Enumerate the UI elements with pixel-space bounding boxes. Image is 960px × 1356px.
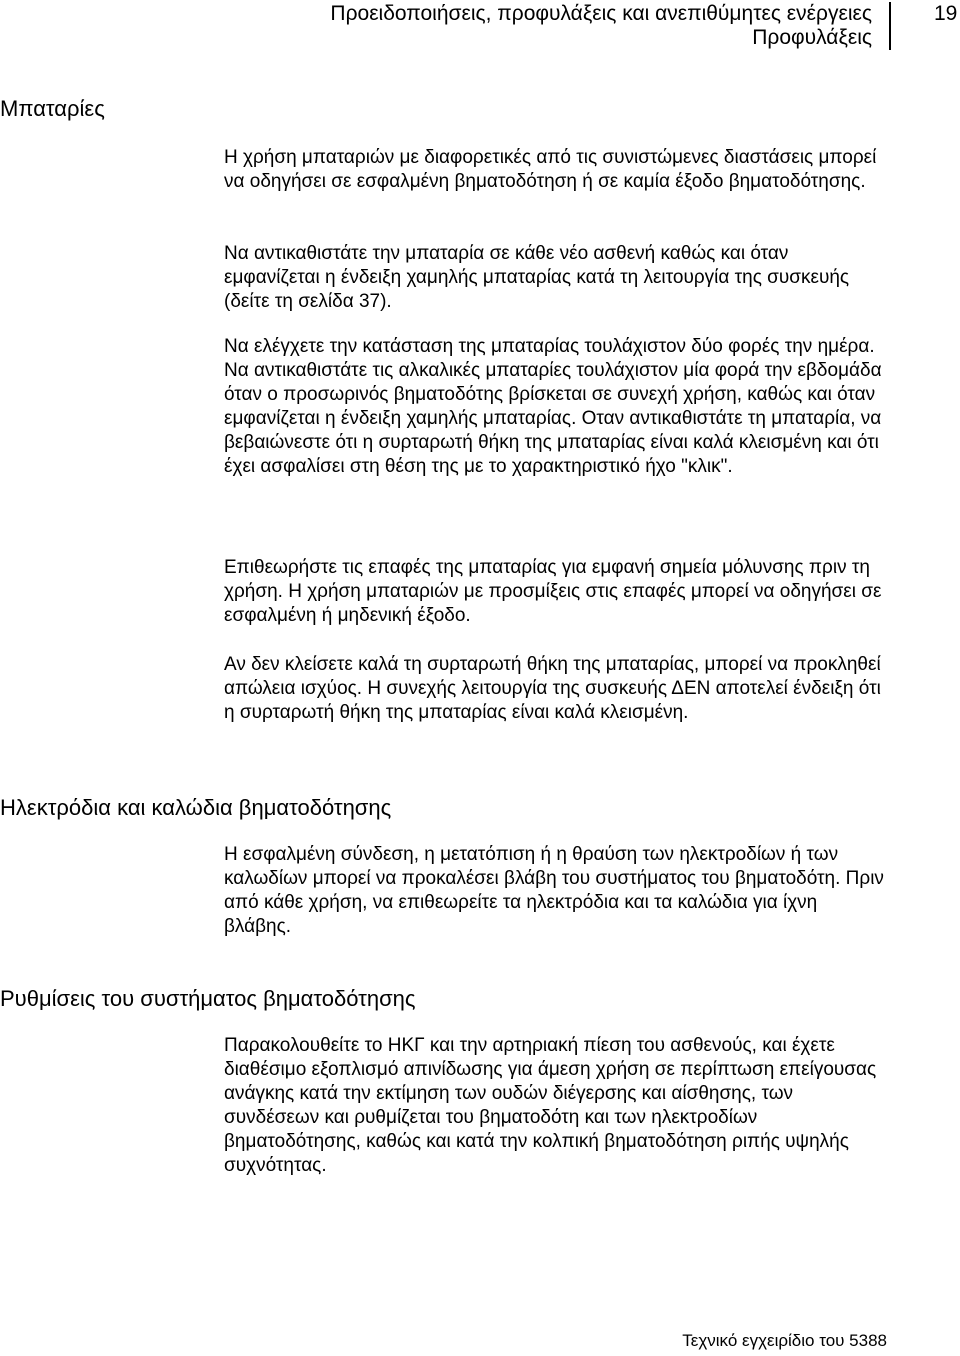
- heading-system-settings: Ρυθμίσεις του συστήματος βηματοδότησης: [0, 986, 416, 1011]
- page-footer: Τεχνικό εγχειρίδιο του 5388: [682, 1331, 887, 1350]
- batteries-paragraph-1: Η χρήση μπαταριών με διαφορετικές από τις συνιστώμενες διαστάσεις μπορεί να οδηγήσει σε εσφαλμένη βηματοδότηση ή σε καμία έξοδο βηματοδότησης.: [224, 147, 877, 192]
- page-header: [0, 0, 960, 56]
- batteries-paragraph-5: Αν δεν κλείσετε καλά τη συρταρωτή θήκη της μπαταρίας, μπορεί να προκληθεί απώλεια ισχύος. Η συνεχής λειτουργία της συσκευής ΔΕΝ αποτελεί ένδειξη ότι η συρταρωτή θήκη της μπαταρίας είναι καλά κλεισμένη.: [224, 654, 881, 723]
- batteries-paragraph-3: Να ελέγχετε την κατάσταση της μπαταρίας τουλάχιστον δύο φορές την ημέρα. Να αντικαθιστάτε τις αλκαλικές μπαταρίες τουλάχιστον μία φορά την εβδομάδα όταν ο προσωρινός βηματοδότης βρίσκεται σε συνεχή χρήση, καθώς και όταν εμφανίζεται η ένδειξη χαμηλής μπαταρίας. Οταν αντικαθιστάτε τη μπαταρία, να βεβαιώνεστε ότι η συρταρωτή θήκη της μπαταρίας είναι καλά κλεισμένη και ότι έχει ασφαλίσει στη θέση της με το χαρακτηριστικό ήχο "κλικ".: [224, 336, 882, 477]
- batteries-paragraph-4: Επιθεωρήστε τις επαφές της μπαταρίας για εμφανή σημεία μόλυνσης πριν τη χρήση. Η χρήση μπαταριών με προσμίξεις στις επαφές μπορεί να οδηγήσει σε εσφαλμένη ή μηδενική έξοδο.: [224, 557, 882, 626]
- settings-paragraph-1: Παρακολουθείτε το ΗΚΓ και την αρτηριακή πίεση του ασθενούς, και έχετε διαθέσιμο εξοπλισμό απινίδωσης για άμεση χρήση σε περίπτωση επείγουσας ανάγκης κατά την εκτίμηση των ουδών διέγερσης και αίσθησης, των συνδέσεων και ρυθμίζεται του βηματοδότη και των ηλεκτροδίων βηματοδότησης, καθώς και κατά την κολπική βηματοδότηση ριπής υψηλής συχνότητας.: [224, 1035, 877, 1176]
- header-divider: [889, 2, 891, 50]
- leads-paragraph-1: Η εσφαλμένη σύνδεση, η μετατόπιση ή η θραύση των ηλεκτροδίων ή των καλωδίων μπορεί να προκαλέσει βλάβη του συστήματος του βηματοδότη. Πριν από κάθε χρήση, να επιθεωρείτε τα ηλεκτρόδια και τα καλώδια για ίχνη βλάβης.: [224, 844, 884, 937]
- section-title: Προφυλάξεις: [752, 26, 872, 49]
- page-number: 19: [934, 2, 958, 25]
- chapter-title: Προειδοποιήσεις, προφυλάξεις και ανεπιθύμητες ενέργειες: [330, 2, 872, 25]
- heading-batteries: Μπαταρίες: [0, 96, 105, 121]
- heading-leads-and-cables: Ηλεκτρόδια και καλώδια βηματοδότησης: [0, 795, 392, 820]
- batteries-paragraph-2: Να αντικαθιστάτε την μπαταρία σε κάθε νέο ασθενή καθώς και όταν εμφανίζεται η ένδειξη χαμηλής μπαταρίας κατά τη λειτουργία της συσκευής (δείτε τη σελίδα 37).: [224, 243, 850, 312]
